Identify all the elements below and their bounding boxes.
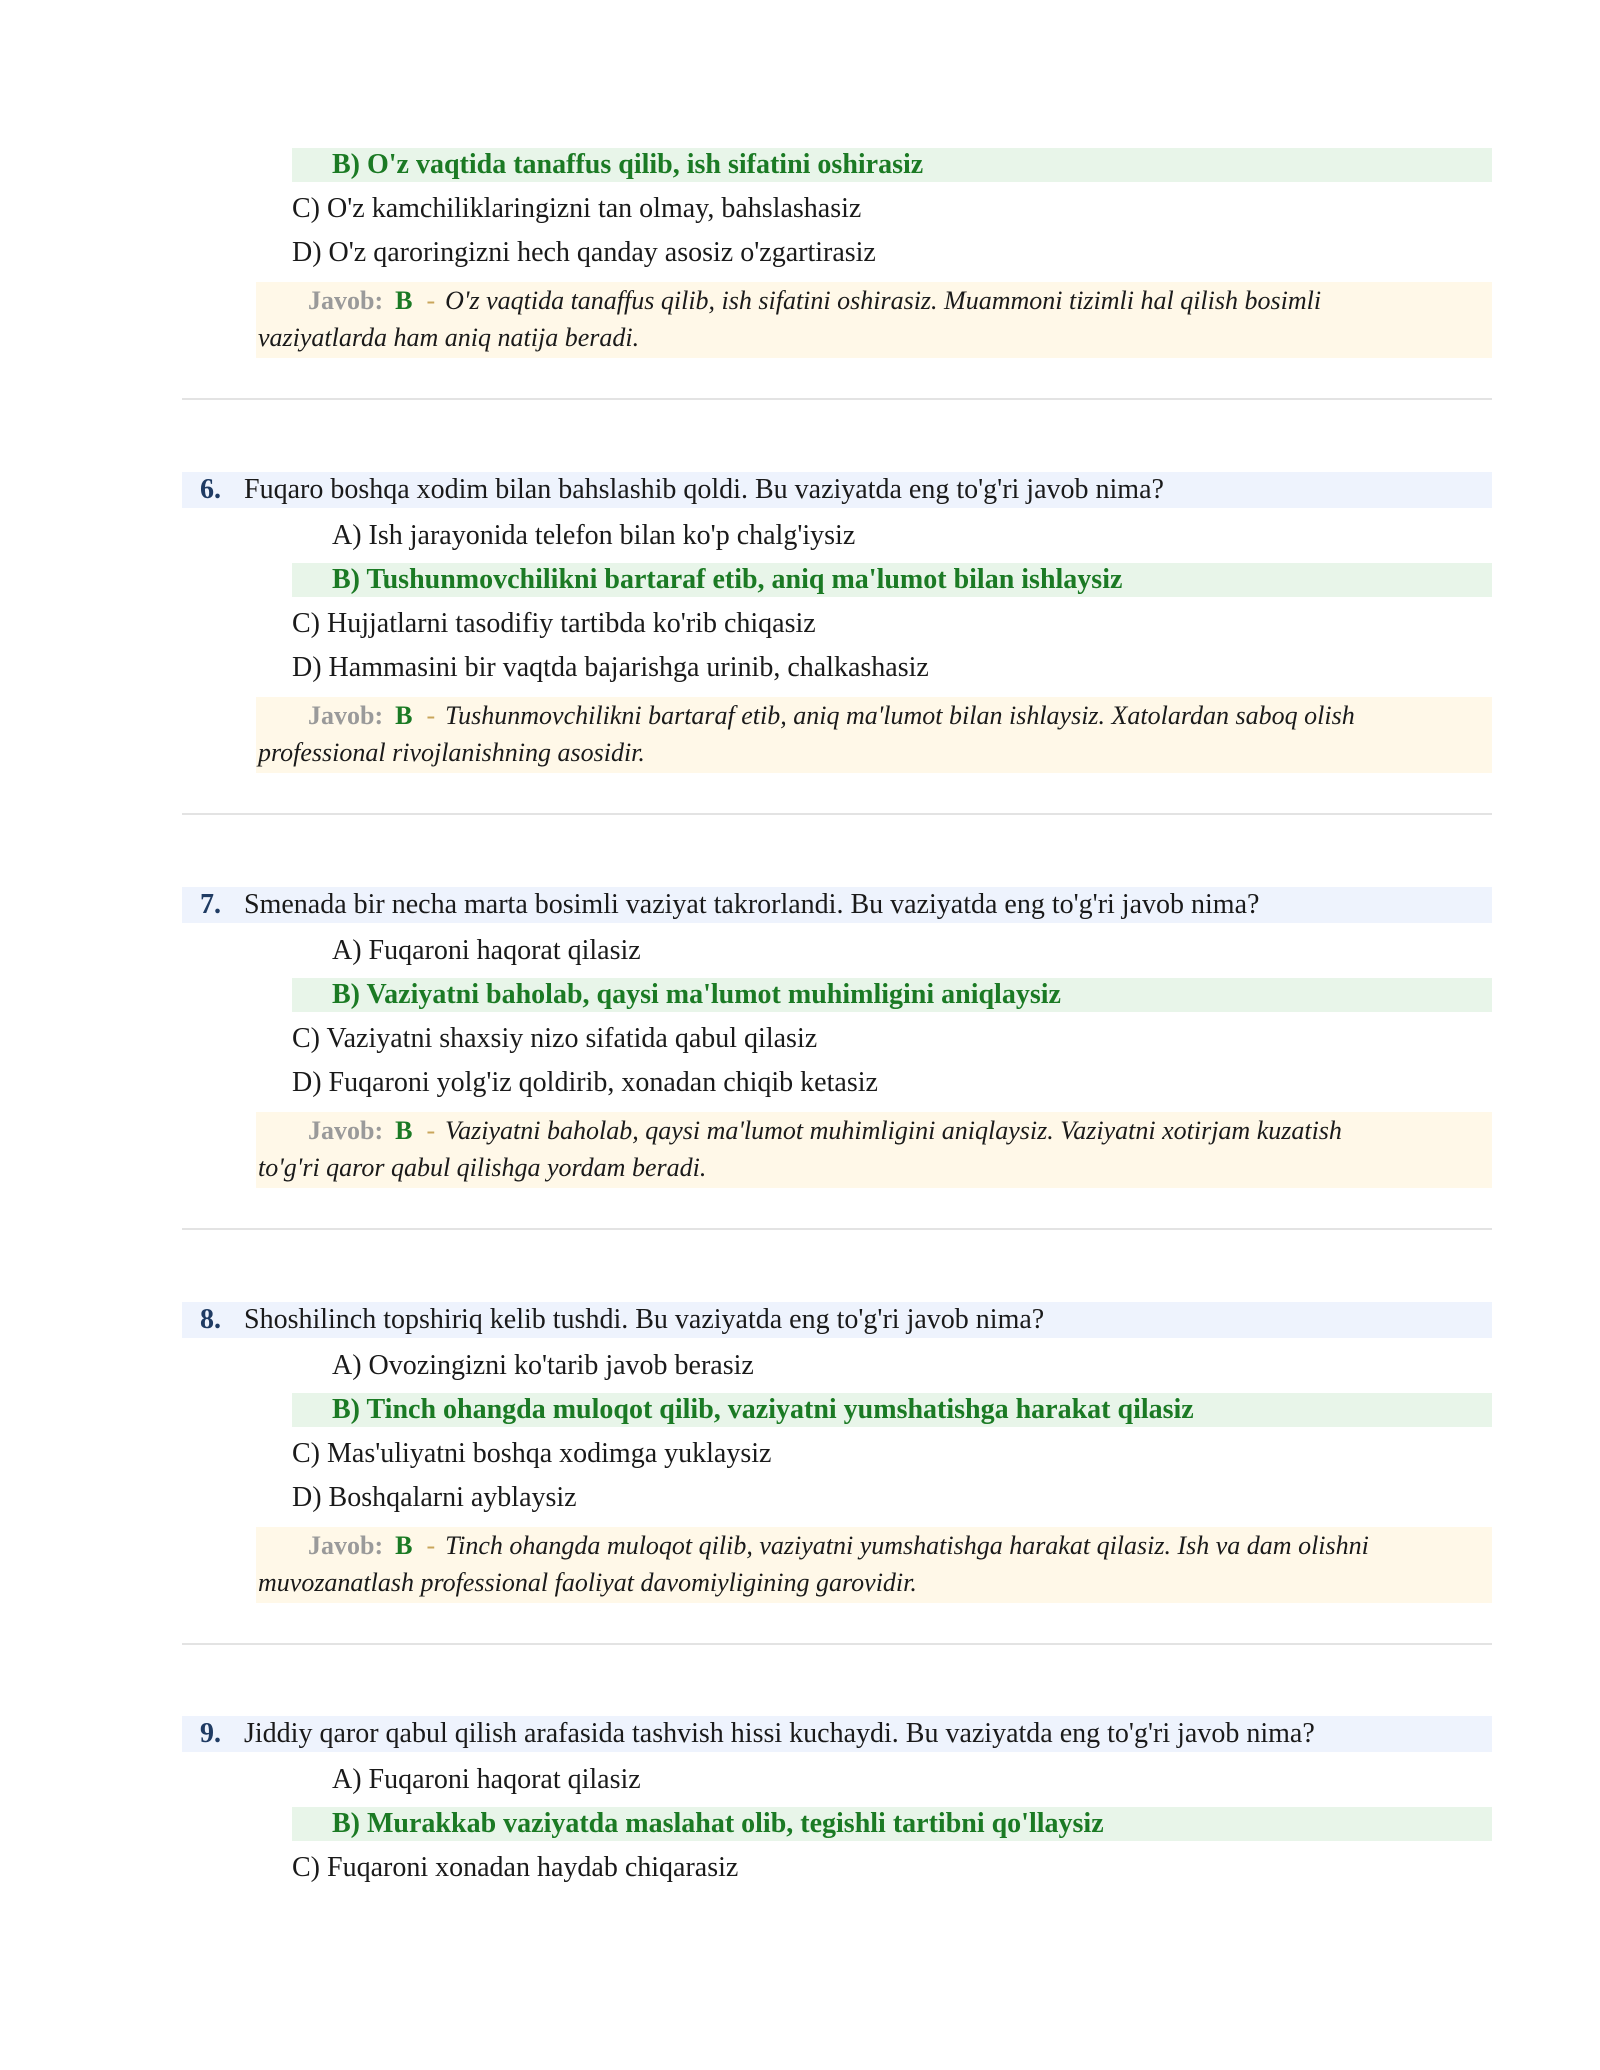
answer-letter: B — [395, 1531, 413, 1560]
answer-dash: - — [426, 701, 436, 730]
option-c: C) Fuqaroni xonadan haydab chiqarasiz — [292, 1852, 739, 1883]
answer-explanation: Vaziyatni baholab, qaysi ma'lumot muhimligini aniqlaysiz. Vaziyatni xotirjam kuzatish — [445, 1116, 1342, 1145]
answer-box — [256, 282, 1492, 358]
option-b-correct: B) O'z vaqtida tanaffus qilib, ish sifatini oshirasiz — [292, 148, 1492, 182]
option-c: C) Mas'uliyatni boshqa xodimga yuklaysiz — [292, 1438, 772, 1469]
question-number: 6. — [200, 474, 221, 505]
answer-explanation-cont: vaziyatlarda ham aniq natija beradi. — [258, 323, 640, 352]
question-text: Jiddiy qaror qabul qilish arafasida tashvish hissi kuchaydi. Bu vaziyatda eng to'g'ri javob nima? — [244, 1718, 1315, 1749]
divider — [182, 1228, 1492, 1230]
option-d: D) Boshqalarni ayblaysiz — [292, 1482, 577, 1513]
option-d: D) Fuqaroni yolg'iz qoldirib, xonadan chiqib ketasiz — [292, 1067, 878, 1098]
question-9 — [182, 1716, 1492, 1752]
option-d: D) O'z qaroringizni hech qanday asosiz o'zgartirasiz — [292, 237, 876, 268]
question-7 — [182, 887, 1492, 923]
option-c: C) Vaziyatni shaxsiy nizo sifatida qabul qilasiz — [292, 1023, 818, 1054]
answer-dash: - — [426, 286, 436, 315]
answer-explanation-cont: muvozanatlash professional faoliyat davomiyligining garovidir. — [258, 1568, 917, 1597]
option-b-correct: B) Tushunmovchilikni bartaraf etib, aniq ma'lumot bilan ishlaysiz — [292, 563, 1492, 597]
answer-explanation: Tinch ohangda muloqot qilib, vaziyatni yumshatishga harakat qilasiz. Ish va dam olishni — [445, 1531, 1369, 1560]
option-c: C) Hujjatlarni tasodifiy tartibda ko'rib chiqasiz — [292, 608, 816, 639]
answer-box — [256, 1112, 1492, 1188]
answer-letter: B — [395, 286, 413, 315]
answer-dash: - — [426, 1531, 436, 1560]
answer-label: Javob: — [308, 1531, 384, 1560]
answer-label: Javob: — [308, 701, 384, 730]
option-c: C) O'z kamchiliklaringizni tan olmay, bahslashasiz — [292, 193, 862, 224]
answer-letter: B — [395, 701, 413, 730]
option-a: A) Fuqaroni haqorat qilasiz — [332, 935, 641, 966]
divider — [182, 1643, 1492, 1645]
divider — [182, 813, 1492, 815]
answer-label: Javob: — [308, 1116, 384, 1145]
answer-box — [256, 697, 1492, 773]
answer-letter: B — [395, 1116, 413, 1145]
answer-explanation: Tushunmovchilikni bartaraf etib, aniq ma'lumot bilan ishlaysiz. Xatolardan saboq olish — [445, 701, 1355, 730]
answer-box — [256, 1527, 1492, 1603]
question-number: 8. — [200, 1304, 221, 1335]
option-b-correct: B) Tinch ohangda muloqot qilib, vaziyatni yumshatishga harakat qilasiz — [292, 1393, 1492, 1427]
option-a: A) Fuqaroni haqorat qilasiz — [332, 1764, 641, 1795]
answer-label: Javob: — [308, 286, 384, 315]
answer-explanation-cont: professional rivojlanishning asosidir. — [258, 738, 645, 767]
question-number: 9. — [200, 1718, 221, 1749]
question-number: 7. — [200, 889, 221, 920]
option-b-correct: B) Murakkab vaziyatda maslahat olib, tegishli tartibni qo'llaysiz — [292, 1807, 1492, 1841]
answer-explanation: O'z vaqtida tanaffus qilib, ish sifatini oshirasiz. Muammoni tizimli hal qilish bosimli — [445, 286, 1322, 315]
option-a: A) Ish jarayonida telefon bilan ko'p chalg'iysiz — [332, 520, 856, 551]
question-8 — [182, 1302, 1492, 1338]
option-a: A) Ovozingizni ko'tarib javob berasiz — [332, 1350, 754, 1381]
answer-explanation-cont: to'g'ri qaror qabul qilishga yordam beradi. — [258, 1153, 707, 1182]
divider — [182, 398, 1492, 400]
question-text: Smenada bir necha marta bosimli vaziyat takrorlandi. Bu vaziyatda eng to'g'ri javob nima? — [244, 889, 1260, 920]
question-6 — [182, 472, 1492, 508]
question-text: Fuqaro boshqa xodim bilan bahslashib qoldi. Bu vaziyatda eng to'g'ri javob nima? — [244, 474, 1164, 505]
question-text: Shoshilinch topshiriq kelib tushdi. Bu vaziyatda eng to'g'ri javob nima? — [244, 1304, 1045, 1335]
answer-dash: - — [426, 1116, 436, 1145]
option-b-correct: B) Vaziyatni baholab, qaysi ma'lumot muhimligini aniqlaysiz — [292, 978, 1492, 1012]
option-d: D) Hammasini bir vaqtda bajarishga urinib, chalkashasiz — [292, 652, 929, 683]
